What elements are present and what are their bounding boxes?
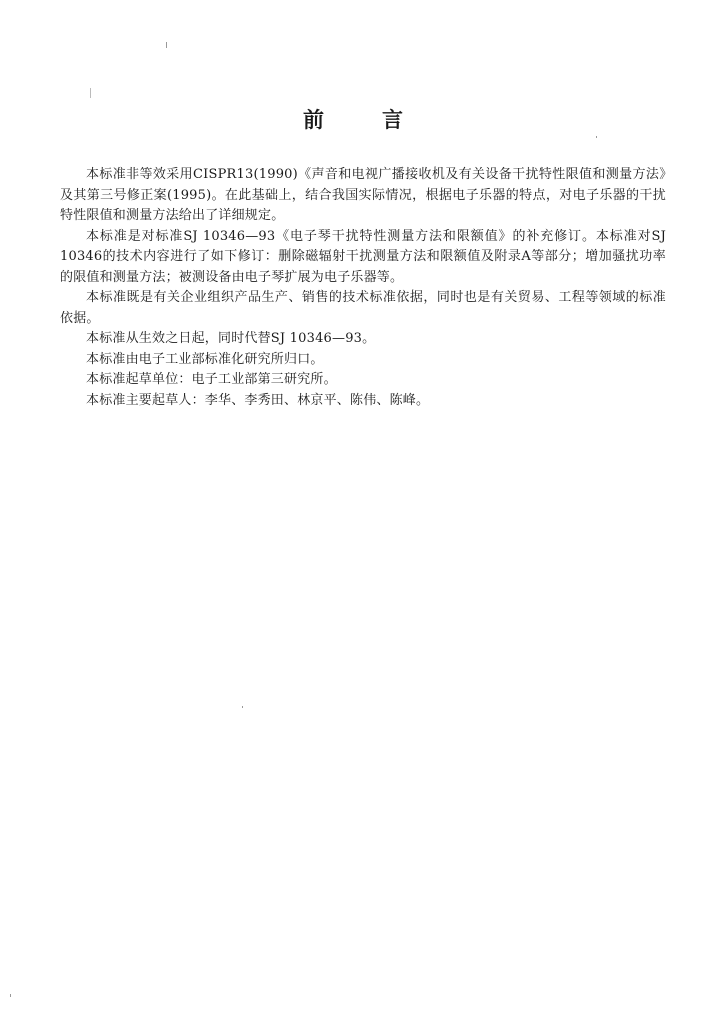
paragraph-drafting-unit: 本标准起草单位：电子工业部第三研究所。 [86, 372, 337, 387]
paragraph-revision: 本标准是对标准SJ 10346—93《电子琴干扰特性测量方法和限额值》的补充修订。本标准对SJ 10346的技术内容进行了如下修订：删除磁辐射干扰测量方法和限额值及附录A等部分；增加骚扰功率的限值和测量方法；被测设备由电子琴扩展为电子乐器等。 [60, 228, 666, 285]
scan-speck [10, 994, 11, 997]
paragraph-basis: 本标准既是有关企业组织产品生产、销售的技术标准依据，同时也是有关贸易、工程等领域的标准依据。 [60, 290, 666, 326]
paragraph-drafters: 本标准主要起草人：李华、李秀田、林京平、陈伟、陈峰。 [86, 392, 430, 408]
scan-speck [90, 88, 91, 98]
paragraph-adoption: 本标准非等效采用CISPR13(1990)《声音和电视广播接收机及有关设备干扰特性限值和测量方法》及其第三号修正案(1995)。在此基础上，结合我国实际情况，根据电子乐器的特点，对电子乐器的干扰特性限值和测量方法给出了详细规定。 [60, 167, 666, 223]
page-title [0, 104, 706, 134]
page-title-char-1: 前 [303, 108, 324, 132]
scan-speck [166, 42, 167, 48]
scan-speck [596, 136, 597, 138]
scan-speck [242, 706, 243, 708]
paragraph-responsible: 本标准由电子工业部标准化研究所归口。 [86, 351, 324, 367]
foreword-body [60, 165, 666, 411]
page-title-char-2: 言 [382, 108, 403, 132]
paragraph-effective: 本标准从生效之日起，同时代替SJ 10346—93。 [86, 331, 376, 346]
